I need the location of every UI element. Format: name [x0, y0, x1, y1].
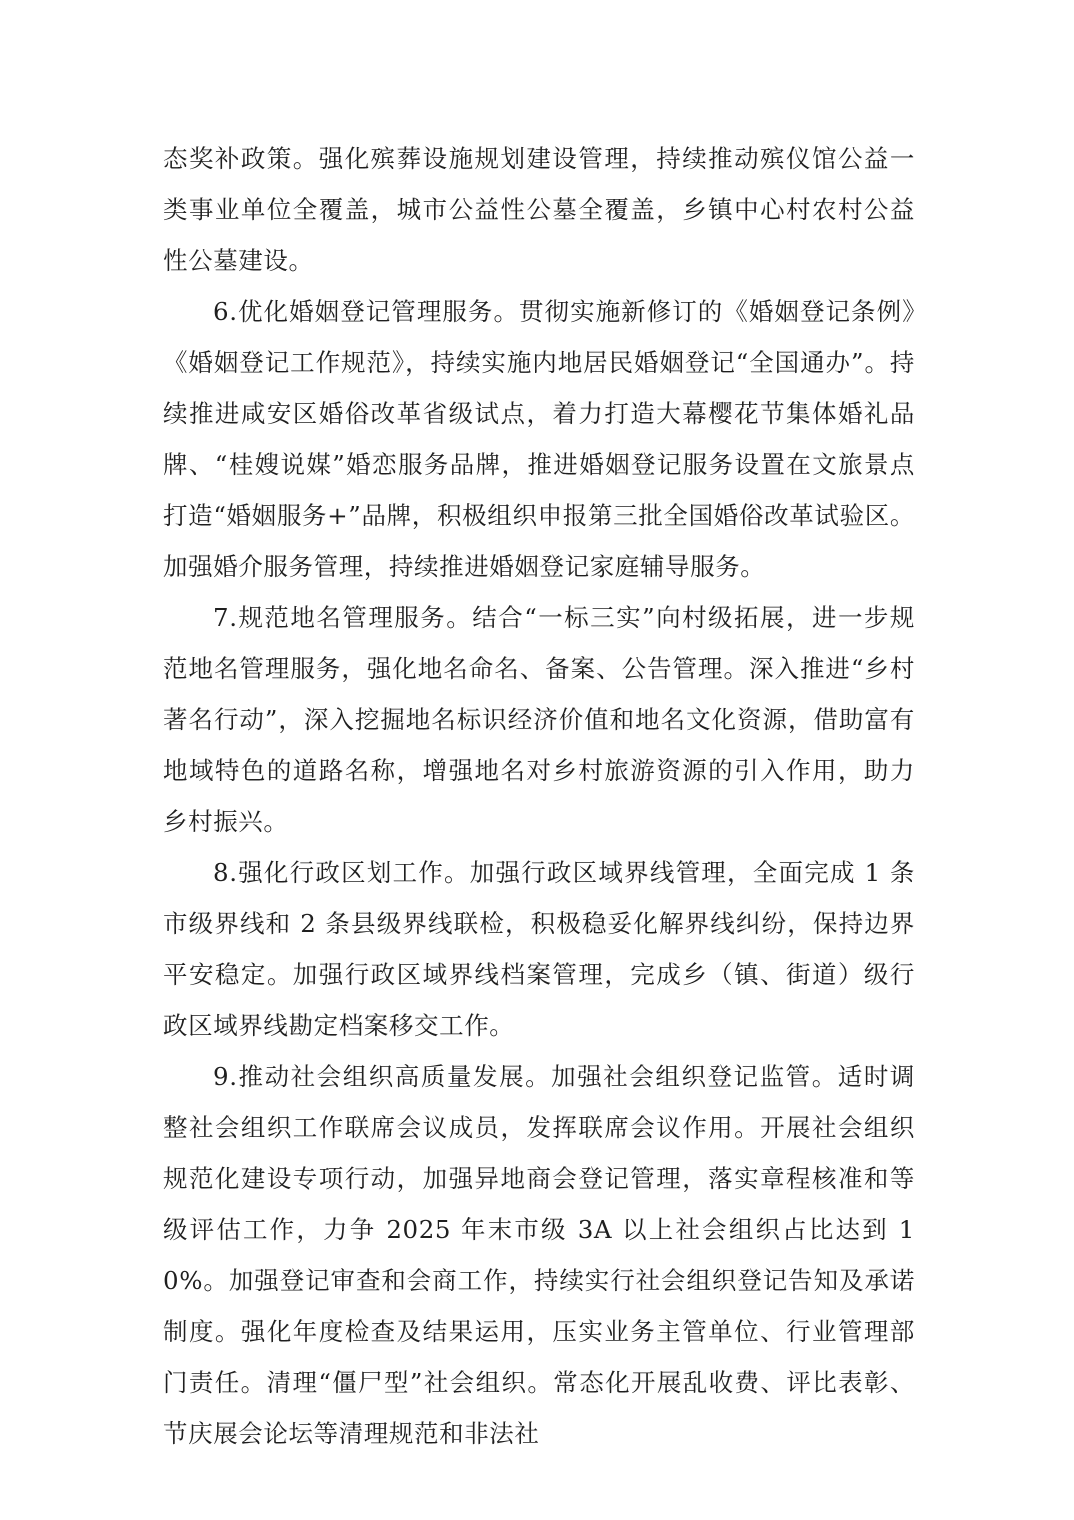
- paragraph-item-6: 6.优化婚姻登记管理服务。贯彻实施新修订的《婚姻登记条例》《婚姻登记工作规范》，持续实施内地居民婚姻登记“全国通办”。持续推进咸安区婚俗改革省级试点，着力打造大幕樱花节集体婚礼品牌、“桂嫂说媒”婚恋服务品牌，推进婚姻登记服务设置在文旅景点打造“婚姻服务+”品牌，积极组织申报第三批全国婚俗改革试验区。加强婚介服务管理，持续推进婚姻登记家庭辅导服务。: [163, 297, 915, 581]
- paragraph-item-8: 8.强化行政区划工作。加强行政区域界线管理，全面完成 1 条市级界线和 2 条县级界线联检，积极稳妥化解界线纠纷，保持边界平安稳定。加强行政区域界线档案管理，完成乡（镇、街道）级行政区域界线勘定档案移交工作。: [163, 858, 915, 1040]
- paragraph-item-9: 9.推动社会组织高质量发展。加强社会组织登记监管。适时调整社会组织工作联席会议成员，发挥联席会议作用。开展社会组织规范化建设专项行动，加强异地商会登记管理，落实章程核准和等级评估工作，力争 2025 年末市级 3A 以上社会组织占比达到 10%。加强登记审查和会商工作，持续实行社会组织登记告知及承诺制度。强化年度检查及结果运用，压实业务主管单位、行业管理部门责任。清理“僵尸型”社会组织。常态化开展乱收费、评比表彰、节庆展会论坛等清理规范和非法社: [163, 1062, 915, 1448]
- paragraph-item-7: 7.规范地名管理服务。结合“一标三实”向村级拓展，进一步规范地名管理服务，强化地名命名、备案、公告管理。深入推进“乡村著名行动”，深入挖掘地名标识经济价值和地名文化资源，借助富有地域特色的道路名称，增强地名对乡村旅游资源的引入作用，助力乡村振兴。: [163, 603, 915, 836]
- paragraph-continued: 态奖补政策。强化殡葬设施规划建设管理，持续推动殡仪馆公益一类事业单位全覆盖，城市公益性公墓全覆盖，乡镇中心村农村公益性公墓建设。: [163, 144, 915, 275]
- document-body: [163, 133, 915, 1459]
